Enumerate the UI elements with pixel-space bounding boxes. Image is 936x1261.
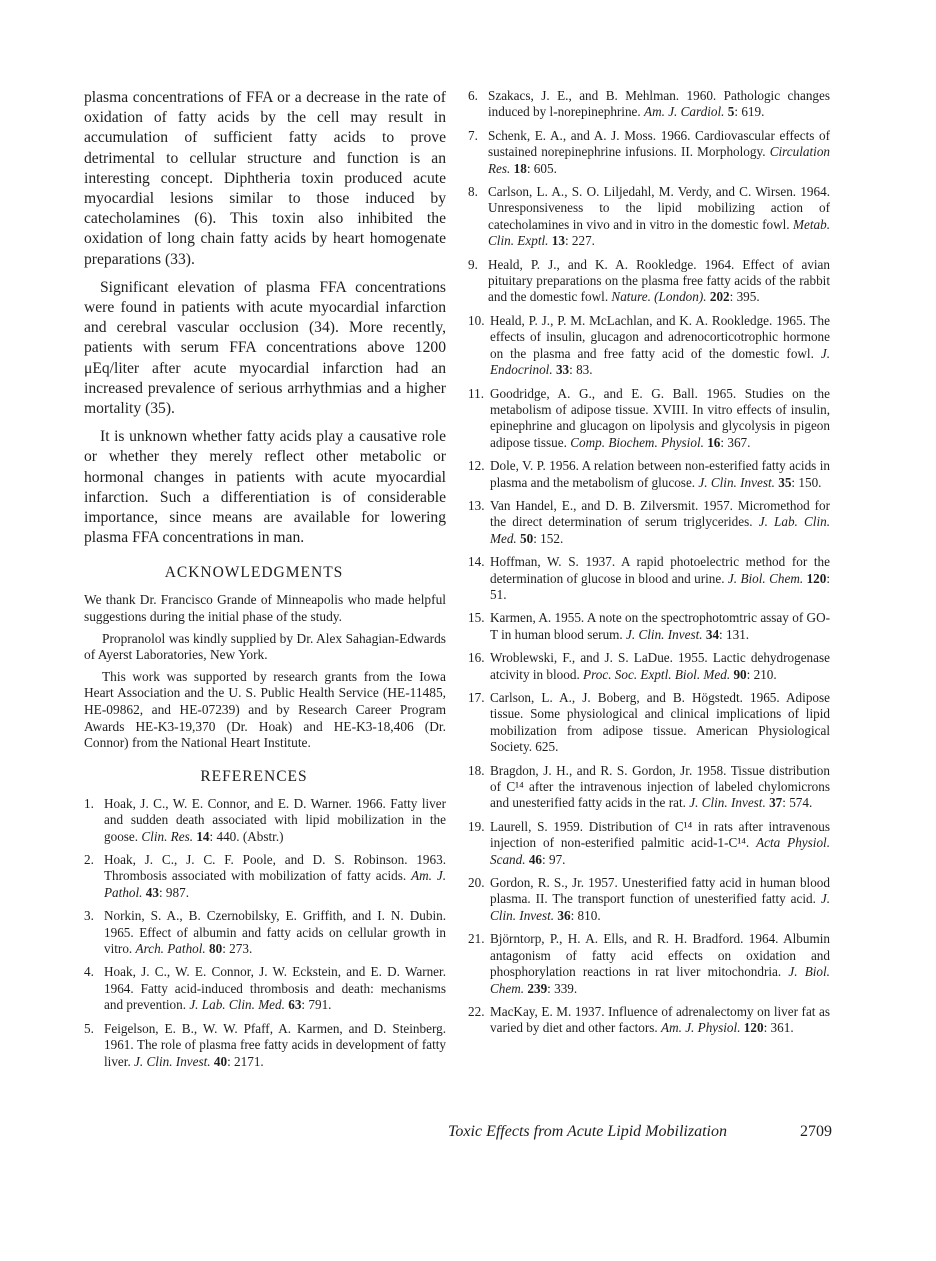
reference-journal: Comp. Biochem. Physiol.	[570, 434, 704, 450]
reference-pages: : 83.	[569, 362, 593, 378]
references-heading: REFERENCES	[200, 767, 308, 785]
reference-pages: : 2171.	[227, 1053, 264, 1069]
reference-volume: 33	[555, 362, 570, 378]
reference-item	[84, 964, 446, 1013]
reference-volume: 50	[520, 530, 534, 546]
reference-number: 16.	[468, 650, 485, 666]
reference-volume: 63	[288, 997, 302, 1013]
reference-journal: J. Clin. Invest.	[626, 626, 703, 642]
reference-text: Schenk, E. A., and A. J. Moss. 1966. Cardiovascular effects of sustained norepinephrine infusions. II. Morphology.	[488, 127, 830, 160]
reference-number: 7.	[468, 127, 478, 143]
reference-pages: : 367.	[720, 434, 751, 450]
reference-number: 21.	[468, 931, 485, 947]
reference-number: 3.	[84, 908, 94, 924]
reference-journal: Nature. (London).	[611, 289, 707, 305]
page-footer	[448, 1123, 832, 1141]
reference-journal: J. Clin. Invest.	[134, 1053, 211, 1069]
reference-item	[468, 690, 830, 756]
reference-item	[84, 852, 446, 901]
reference-pages: : 395.	[729, 289, 760, 305]
reference-volume: 46	[528, 851, 543, 867]
reference-text: MacKay, E. M. 1937. Influence of adrenalectomy on liver fat as varied by diet and other factors.	[490, 1003, 830, 1036]
reference-journal: Clin. Res.	[141, 828, 194, 844]
reference-text: Hoak, J. C., W. E. Connor, J. W. Eckstein, and E. D. Warner. 1964. Fatty acid-induced thrombosis and death: mechanisms and prevention.	[104, 964, 446, 1013]
acknowledgment-paragraph-2: Propranolol was kindly supplied by Dr. Alex Sahagian-Edwards of Ayerst Laboratories, New York.	[84, 630, 446, 663]
reference-volume: 13	[551, 233, 565, 249]
reference-journal: J. Endocrinol.	[490, 345, 831, 378]
reference-journal: Circulation Res.	[488, 144, 831, 176]
reference-volume: 120	[743, 1020, 764, 1036]
reference-volume: 202	[709, 289, 730, 305]
reference-text: Carlson, L. A., S. O. Liljedahl, M. Verdy, and C. Wirsen. 1964. Unresponsiveness to the lipid mobilizing action of catecholamines in vivo and in vitro in the domestic fowl.	[488, 184, 830, 232]
reference-number: 5.	[84, 1020, 94, 1036]
reference-item	[468, 184, 830, 250]
reference-number: 11.	[468, 385, 484, 401]
reference-text: Bragdon, J. H., and R. S. Gordon, Jr. 1958. Tissue distribution of C¹⁴ after the intravenous injection of labeled chylomicrons and unesterified fatty acids in the rat.	[490, 762, 830, 811]
reference-number: 6.	[468, 88, 478, 103]
reference-number: 10.	[468, 312, 485, 328]
reference-number: 17.	[468, 690, 485, 705]
reference-text: Hoak, J. C., W. E. Connor, and E. D. Warner. 1966. Fatty liver and sudden death associated with lipid mobilization in the goose.	[104, 795, 446, 844]
running-title: Toxic Effects from Acute Lipid Mobilization	[448, 1123, 727, 1140]
reference-item	[468, 1004, 830, 1037]
reference-volume: 40	[213, 1053, 228, 1069]
reference-number: 20.	[468, 875, 485, 891]
reference-text: Dole, V. P. 1956. A relation between non-esterified fatty acids in plasma and the metabolism of glucose.	[490, 458, 830, 490]
reference-item	[468, 819, 830, 868]
reference-volume: 16	[707, 434, 721, 450]
reference-number: 14.	[468, 554, 485, 570]
reference-number: 2.	[84, 852, 94, 868]
reference-volume: 36	[557, 907, 571, 923]
right-column	[468, 88, 830, 1044]
reference-journal: J. Clin. Invest.	[490, 891, 831, 923]
reference-pages: : 791.	[301, 997, 332, 1013]
reference-journal: J. Lab. Clin. Med.	[189, 997, 285, 1013]
reference-journal: Am. J. Physiol.	[661, 1020, 741, 1036]
reference-journal: Am. J. Pathol.	[104, 868, 446, 900]
reference-pages: : 131.	[719, 626, 750, 642]
reference-volume: 14	[196, 828, 210, 844]
reference-pages: : 150.	[791, 474, 822, 490]
reference-text: Björntorp, P., H. A. Ells, and R. H. Bradford. 1964. Albumin antagonism of fatty acid effects on oxidation and phosphorylation reactions in rat liver mitochondria.	[490, 931, 830, 980]
reference-journal: J. Clin. Invest.	[689, 795, 766, 811]
acknowledgment-paragraph-1: We thank Dr. Francisco Grande of Minneapolis who made helpful suggestions during the initial phase of the study.	[84, 592, 446, 625]
reference-number: 13.	[468, 497, 485, 513]
reference-text: Hoffman, W. S. 1937. A rapid photoelectric method for the determination of glucose in blood and urine.	[490, 554, 830, 586]
reference-pages: : 339.	[547, 980, 578, 996]
reference-volume: 80	[209, 941, 223, 957]
reference-pages: : 152.	[533, 530, 564, 546]
reference-journal: Acta Physiol. Scand.	[490, 835, 830, 867]
reference-pages: : 605.	[526, 160, 557, 176]
reference-item	[468, 458, 830, 491]
reference-item	[468, 313, 830, 379]
reference-item	[468, 498, 830, 547]
reference-number: 1.	[84, 795, 94, 811]
reference-volume: 90	[733, 666, 747, 682]
reference-text: Hoak, J. C., J. C. F. Poole, and D. S. Robinson. 1963. Thrombosis associated with mobilization of fatty acids.	[104, 852, 446, 884]
reference-list-right	[468, 88, 830, 1037]
reference-number: 4.	[84, 964, 94, 980]
reference-item	[468, 386, 830, 452]
reference-text: Wroblewski, F., and J. S. LaDue. 1955. Lactic dehydrogenase atcivity in blood.	[490, 650, 830, 682]
reference-item	[468, 610, 830, 643]
reference-pages: : 619.	[734, 104, 765, 120]
reference-pages: : 210.	[746, 666, 777, 682]
reference-journal: Metab. Clin. Exptl.	[488, 216, 831, 249]
reference-pages: : 227.	[564, 233, 595, 249]
reference-text: Gordon, R. S., Jr. 1957. Unesterified fatty acid in human blood plasma. II. The transport function of unesterified fatty acid.	[490, 875, 830, 907]
reference-item	[84, 796, 446, 845]
reference-journal: J. Clin. Invest.	[698, 474, 775, 490]
reference-number: 15.	[468, 610, 485, 626]
reference-volume: 18	[513, 160, 527, 176]
reference-text: Laurell, S. 1959. Distribution of C¹⁴ in rats after intravenous injection of non-esterified palmitic acid-1-C¹⁴.	[490, 818, 830, 851]
reference-text: Goodridge, A. G., and E. G. Ball. 1965. Studies on the metabolism of adipose tissue. XVIII. In vitro effects of insulin, epinephrine and glucagon on lipolysis and glycolysis in pigeon adipose tissue.	[490, 385, 830, 450]
reference-item	[84, 1021, 446, 1070]
reference-pages: : 51.	[490, 570, 831, 602]
acknowledgment-paragraph-3: This work was supported by research grants from the Iowa Heart Association and the U. S. Public Health Service (HE-11485, HE-09862, and HE-07239) and by Research Career Program Awards HE-K3-19,370 (Dr. Hoak) and HE-K3-18,406 (Dr. Connor) from the National Heart Institute.	[84, 668, 446, 751]
reference-text: Karmen, A. 1955. A note on the spectrophotomtric assay of GO-T in human blood serum.	[490, 610, 830, 642]
body-paragraph-1: plasma concentrations of FFA or a decrease in the rate of oxidation of fatty acids by the cell may result in accumulation of sufficient fatty acids to prove detrimental to cellular structure and function is an interesting concept. Diphtheria toxin produced acute myocardial lesions similar to those induced by catecholamines (6). This toxin also inhibited the oxidation of long chain fatty acids by heart homogenate preparations (33).	[84, 89, 446, 268]
reference-pages: : 987.	[158, 884, 189, 900]
left-column	[84, 88, 446, 1077]
acknowledgments-heading: ACKNOWLEDGMENTS	[164, 564, 344, 582]
reference-volume: 34	[705, 626, 720, 642]
reference-text: Norkin, S. A., B. Czernobilsky, E. Griffith, and I. N. Dubin. 1965. Effect of albumin and fatty acids on cellular growth in vitro.	[104, 908, 446, 957]
reference-pages: : 440. (Abstr.)	[209, 828, 284, 844]
reference-number: 18.	[468, 762, 485, 778]
reference-volume: 5	[727, 104, 735, 120]
reference-pages: : 361.	[763, 1020, 794, 1036]
reference-volume: 43	[145, 884, 159, 900]
reference-item	[468, 128, 830, 177]
reference-pages: : 810.	[570, 907, 601, 923]
reference-volume: 239	[527, 980, 548, 996]
reference-list-left	[84, 796, 446, 1070]
reference-text: Heald, P. J., P. M. McLachlan, and K. A. Rookledge. 1965. The effects of insulin, glucagon and adrenocorticotrophic hormone on the plasma and free fatty acid of the domestic fowl.	[490, 312, 830, 361]
reference-item	[468, 554, 830, 603]
reference-number: 22.	[468, 1003, 485, 1019]
reference-item	[468, 650, 830, 683]
reference-item	[468, 931, 830, 997]
reference-journal: Arch. Pathol.	[135, 941, 206, 957]
reference-pages: : 574.	[782, 795, 813, 811]
reference-item	[468, 257, 830, 306]
reference-volume: 37	[769, 795, 783, 811]
reference-number: 12.	[468, 458, 485, 474]
reference-text: Van Handel, E., and D. B. Zilversmit. 1957. Micromethod for the direct determination of serum triglycerides.	[490, 497, 830, 530]
reference-volume: 35	[778, 474, 792, 490]
reference-journal: J. Biol. Chem.	[727, 570, 804, 586]
reference-item	[84, 908, 446, 957]
reference-journal: Am. J. Cardiol.	[644, 104, 725, 120]
page-number: 2709	[800, 1123, 832, 1140]
reference-text: Carlson, L. A., J. Boberg, and B. Högstedt. 1965. Adipose tissue. Some physiological and clinical implications of lipid mobilization from adipose tissue. American Physiological Society. 625.	[490, 690, 830, 755]
reference-text: Feigelson, E. B., W. W. Pfaff, A. Karmen, and D. Steinberg. 1961. The role of plasma free fatty acids in development of fatty liver.	[104, 1020, 446, 1069]
reference-pages: : 97.	[542, 851, 566, 867]
reference-volume: 120	[806, 570, 827, 586]
reference-journal: J. Lab. Clin. Med.	[490, 514, 831, 546]
reference-text: Szakacs, J. E., and B. Mehlman. 1960. Pathologic changes induced by l-norepinephrine.	[488, 88, 830, 120]
reference-item	[468, 875, 830, 924]
reference-pages: : 273.	[222, 941, 253, 957]
reference-number: 19.	[468, 818, 485, 834]
reference-number: 8.	[468, 184, 478, 200]
reference-item	[468, 88, 830, 121]
reference-journal: J. Biol. Chem.	[490, 964, 830, 996]
reference-text: Heald, P. J., and K. A. Rookledge. 1964. Effect of avian pituitary preparations on the plasma free fatty acids of the rabbit and the domestic fowl.	[488, 256, 830, 305]
body-paragraph-2: Significant elevation of plasma FFA concentrations were found in patients with acute myocardial infarction and cerebral vascular occlusion (34). More recently, patients with serum FFA concentrations above 1200 μEq/liter after acute myocardial infarction had an increased prevalence of serious arrhythmias and a higher mortality (35).	[84, 278, 446, 418]
body-paragraph-3: It is unknown whether fatty acids play a causative role or whether they merely reflect other metabolic or hormonal changes in patients with acute myocardial infarction. Such a differentiation is of considerable importance, since means are available for lowering plasma FFA concentrations in man.	[84, 428, 446, 547]
reference-number: 9.	[468, 256, 478, 272]
reference-item	[468, 763, 830, 812]
reference-journal: Proc. Soc. Exptl. Biol. Med.	[583, 666, 731, 682]
